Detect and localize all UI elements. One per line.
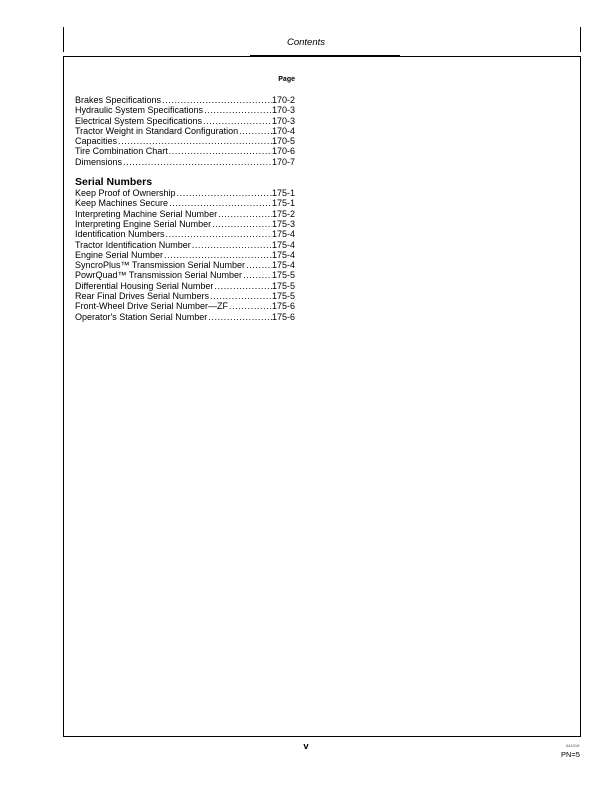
toc-entry[interactable] <box>75 95 295 105</box>
toc-entry[interactable] <box>75 240 295 250</box>
toc-entry[interactable] <box>75 312 295 322</box>
toc-leader-dots <box>203 105 272 115</box>
toc-entry[interactable] <box>75 219 295 229</box>
toc-entry-page: 175-6 <box>271 301 295 312</box>
toc-entry[interactable] <box>75 105 295 115</box>
toc-entry-title: Capacities <box>75 136 118 147</box>
toc-leader-dots <box>245 260 272 270</box>
toc-entry-page: 175-4 <box>271 249 295 260</box>
toc-leader-dots <box>117 136 272 146</box>
toc-entry-title: Differential Housing Serial Number <box>75 280 214 291</box>
toc-leader-dots <box>211 219 272 229</box>
toc-leader-dots <box>168 146 272 156</box>
toc-entry-title: Interpreting Machine Serial Number <box>75 208 218 219</box>
toc-leader-dots <box>163 250 272 260</box>
toc-entry-page: 175-5 <box>271 291 295 302</box>
footer-code: 041019 <box>566 743 580 748</box>
toc-entry-title: Tractor Weight in Standard Configuration <box>75 125 239 136</box>
top-left-margin-line <box>63 27 64 52</box>
toc-entry[interactable] <box>75 198 295 208</box>
toc-entry[interactable] <box>75 136 295 146</box>
toc-leader-dots <box>202 116 272 126</box>
toc-entry[interactable] <box>75 229 295 239</box>
table-of-contents <box>75 76 295 322</box>
toc-entry-title: Electrical System Specifications <box>75 115 203 126</box>
toc-entry-title: Keep Proof of Ownership <box>75 188 176 199</box>
toc-leader-dots <box>209 291 272 301</box>
toc-entry[interactable] <box>75 116 295 126</box>
toc-entry-page: 175-4 <box>271 239 295 250</box>
toc-entry[interactable] <box>75 188 295 198</box>
header-rule-accent <box>250 55 400 56</box>
toc-entry[interactable] <box>75 146 295 156</box>
content-right-border <box>580 56 581 737</box>
toc-entry-title: Rear Final Drives Serial Numbers <box>75 291 210 302</box>
page-folio: v <box>303 741 309 752</box>
toc-entry-page: 175-5 <box>271 270 295 281</box>
toc-entry[interactable] <box>75 209 295 219</box>
toc-leader-dots <box>238 126 272 136</box>
toc-entry[interactable] <box>75 157 295 167</box>
toc-entries-top <box>75 95 295 167</box>
toc-entry-page: 175-4 <box>271 229 295 240</box>
toc-leader-dots <box>242 270 272 280</box>
toc-entry-title: PowrQuad™ Transmission Serial Number <box>75 270 243 281</box>
page-column-label: Page <box>278 76 295 83</box>
toc-entry-title: Hydraulic System Specifications <box>75 105 204 116</box>
toc-leader-dots <box>217 209 272 219</box>
toc-entries-serial <box>75 188 295 322</box>
toc-leader-dots <box>165 229 272 239</box>
toc-entry-page: 170-7 <box>271 156 295 167</box>
toc-entry-title: Tractor Identification Number <box>75 239 191 250</box>
toc-entry-page: 175-5 <box>271 280 295 291</box>
toc-entry-title: Tire Combination Chart <box>75 146 168 157</box>
toc-leader-dots <box>207 312 272 322</box>
footer-rule <box>63 736 581 737</box>
page-number-code: PN=5 <box>561 750 580 759</box>
toc-entry-title: Keep Machines Secure <box>75 198 169 209</box>
toc-entry[interactable] <box>75 301 295 311</box>
toc-entry-page: 175-1 <box>271 188 295 199</box>
toc-entry-page: 170-3 <box>271 115 295 126</box>
toc-entry-page: 175-6 <box>271 311 295 322</box>
toc-entry[interactable] <box>75 281 295 291</box>
toc-entry[interactable] <box>75 291 295 301</box>
toc-entry-page: 170-6 <box>271 146 295 157</box>
toc-leader-dots <box>168 198 272 208</box>
toc-entry-title: Operator's Station Serial Number <box>75 311 208 322</box>
toc-entry-title: Brakes Specifications <box>75 95 162 105</box>
toc-entry-page: 170-5 <box>271 136 295 147</box>
toc-entry[interactable] <box>75 250 295 260</box>
toc-entry-page: 170-2 <box>271 95 295 105</box>
toc-entry-title: Identification Numbers <box>75 229 165 240</box>
toc-entry-title: Front-Wheel Drive Serial Number—ZF <box>75 301 229 312</box>
toc-entry-title: Dimensions <box>75 156 123 167</box>
toc-entry[interactable] <box>75 270 295 280</box>
toc-entry-page: 175-2 <box>271 208 295 219</box>
toc-entry-page: 175-3 <box>271 218 295 229</box>
toc-entry[interactable] <box>75 126 295 136</box>
toc-entry-title: Engine Serial Number <box>75 249 164 260</box>
toc-leader-dots <box>122 157 272 167</box>
toc-leader-dots <box>176 188 272 198</box>
toc-entry[interactable] <box>75 260 295 270</box>
toc-leader-dots <box>191 240 272 250</box>
toc-entry-title: SyncroPlus™ Transmission Serial Number <box>75 260 246 271</box>
toc-leader-dots <box>213 281 272 291</box>
toc-entry-page: 170-3 <box>271 105 295 116</box>
page-header-title: Contents <box>286 37 326 48</box>
toc-leader-dots <box>228 301 272 311</box>
toc-entry-page: 175-4 <box>271 260 295 271</box>
toc-entry-page: 170-4 <box>271 125 295 136</box>
section-heading-serial-numbers: Serial Numbers <box>75 176 153 189</box>
toc-leader-dots <box>161 95 272 105</box>
content-left-border <box>63 56 64 737</box>
top-right-margin-line <box>580 27 581 52</box>
toc-entry-page: 175-1 <box>271 198 295 209</box>
toc-entry-title: Interpreting Engine Serial Number <box>75 218 212 229</box>
